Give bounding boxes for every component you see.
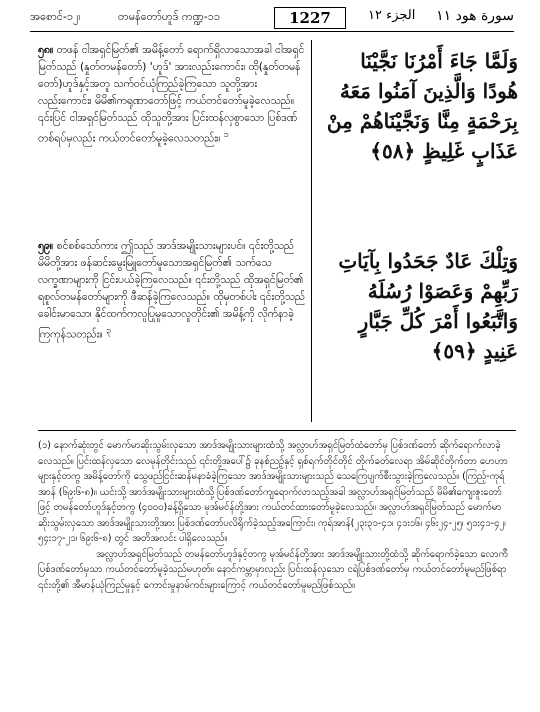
footnote-divider	[38, 430, 516, 431]
verse-59-footnote-ref: ၃	[106, 326, 112, 336]
column-divider	[311, 40, 312, 422]
surah-label: سورة هود ۱۱	[436, 8, 514, 24]
volume-label: အစောင်-၁၂၊	[30, 10, 81, 23]
page-header	[30, 7, 514, 31]
verse-58-footnote-ref: ၁	[223, 130, 229, 140]
verse-59-number: ၅၉။	[38, 240, 54, 252]
footnote-1-continued: အလ္လာဟ်အရှင်မြတ်သည် တမန်တော်ဟူဒ်နှင့်တကွ မုအ်မင်န်တို့အား အာဒ်အမျိုးသားတို့ထံသို့ ဆိုက်ရောက်ခဲ့သော လောကီပြစ်ဒဏ်တော်မှသာ ကယ်တင်တော်မူခဲ့သည်မဟုတ်။ နောင်ကမ္ဘာမှာလည်း ပြင်းထန်လှသော ငရဲပြစ်ဒဏ်တော်မှ ကယ်တင်တော်မူမည်ဖြစ်ရာ ၎င်းတို့၏ အီမာန်ယုံကြည်မှုနှင့် ကောင်းမှုနာမ်ကင်းများကြောင့် ကယ်တင်တော်မူမည်ဖြစ်သည်။	[38, 548, 508, 591]
footnotes	[38, 438, 514, 593]
footnote-1: (၁) နောက်ဆုံးတွင် မောက်မာဆိုးသွမ်းလှသော အာဒ်အမျိုးသားများထံသို့ အလ္လာဟ်အရှင်မြတ်ထံတော်မှ ပြစ်ဒဏ်တော် ဆိုက်ရောက်လာခဲ့လေသည်။ ပြင်းထန်လှသော လေမုန်တိုင်းသည် ၎င်းတို့အပေါ်၌ ခုနစ်ညဉ့်နှင့် ရှစ်ရက်တိုင်တိုင် တိုက်ခတ်လေရာ အိမ်ဆိုင်တိုက်တာ ဟေဟာများနှင့်တကွ အမိန့်တော်ကို သွေဖည်ငြင်းဆန်မနာခံခဲ့ကြသော အာဒ်အမျိုးသားများသည် သေကြေပျက်စီးသွားခဲ့ကြလေသည်။ (ကြည့်-ကုရ်အာန် (၆၉း၆-၈)။ ယင်းသို့ အာဒ်အမျိုးသားများထံသို့ ပြစ်ဒဏ်တော်ကျရောက်လာသည့်အခါ အလ္လာဟ်အရှင်မြတ်သည် မိမိ၏ကျေးဇူးတော်ဖြင့် တမန်တော်ဟူဒ်နှင့်တကွ (၄၀၀၀)ခန့်ရှိသော မုအ်မင်န်တို့အား ကယ်တင်ထားတော်မူခဲ့လေသည်။ အလ္လာဟ်အရှင်မြတ်သည် မောက်မာဆိုးသွမ်းလှသော အာဒ်အမျိုးသားတို့အား ပြစ်ဒဏ်တော်ပလိရိုက်ခဲ့သည့်အကြောင်း၊ ကုရ်အာန်(၂၃း၃၁-၄၁၊ ၄၁း၁၆၊ ၄၆း၂၄-၂၅၊ ၅၁း၄၁-၄၂၊ ၅၄း၁၇-၂၁၊ ၆၉း၆-၈) တွင် အတိအလင်း ပါရှိလေသည်။	[38, 440, 508, 544]
juz-label: الجزء ۱۲	[368, 8, 416, 23]
verse-58-arabic: وَلَمَّا جَاءَ أَمْرُنَا نَجَّيْنَا هُودًا وَالَّذِينَ آمَنُوا مَعَهُ بِرَحْمَةٍ مِنَّا وَنَجَّيْنَاهُمْ مِنْ عَذَابٍ غَلِيظٍ ﴿٥٨﴾	[326, 49, 518, 163]
verse-58-translation	[38, 42, 306, 148]
verse-58-number: ၅၈။	[38, 44, 54, 56]
verse-59-arabic: وَتِلْكَ عَادٌ جَحَدُوا بِآيَاتِ رَبِّهِمْ وَعَصَوْا رُسُلَهُ وَاتَّبَعُوا أَمْرَ كُلِّ جَبَّارٍ عَنِيدٍ ﴿٥٩﴾	[338, 249, 518, 363]
page-number: 1227	[274, 7, 346, 29]
header-divider	[30, 31, 514, 32]
chapter-label: တမန်တော်ဟူဒ် ကဏ္ဍ-၁၁	[118, 10, 221, 23]
verse-59-text: စင်စစ်သော်ကား ဤသည် အာဒ်အမျိုးသားများပင်။ ၎င်းတို့သည် မိမိတို့အား ဖန်ဆင်းမွေးမြူတော်မူသောအရှင်မြတ်၏ သက်သေလက္ခဏာများကို ငြင်းပယ်ခဲ့ကြလေသည်။ ၎င်းတို့သည် ထိုအရှင်မြတ်၏ ရစူလ်တမန်တော်များကို ဖီဆန်ခဲ့ကြလေသည်။ ထိုမှတစ်ပါး ၎င်းတို့သည် ခေါင်းမာသော၊ နိုင်ထက်ကလူပြုမူသောလူတိုင်း၏ အမိန့်ကို လိုက်နာခဲ့ကြကုန်သတည်း။	[38, 240, 306, 341]
verse-59-translation	[38, 238, 306, 344]
verse-58-text: တဖန် ငါအရှင်မြတ်၏ အမိန့်တော် ရောက်ရှိလာသောအခါ ငါအရှင်မြတ်သည် (နှုတ်တမန်တော်) 'ဟူဒ်' အားလည်းကောင်း၊ ထို(နှုတ်တမန်တော်)ဟူဒ်နှင့်အတူ သက်ဝင်ယုံကြည်ခဲ့ကြသော သူတို့အားလည်းကောင်း၊ မိမိ၏ကရုဏာတော်ဖြင့် ကယ်တင်တော်မူခဲ့လေသည်။ ၎င်းပြင် ငါအရှင်မြတ်သည် ထိုသူတို့အား ပြင်းထန်လှစွာသော ပြစ်ဒဏ်တစ်ရပ်မှလည်း ကယ်တင်တော်မူခဲ့လေသတည်း။	[38, 44, 305, 145]
